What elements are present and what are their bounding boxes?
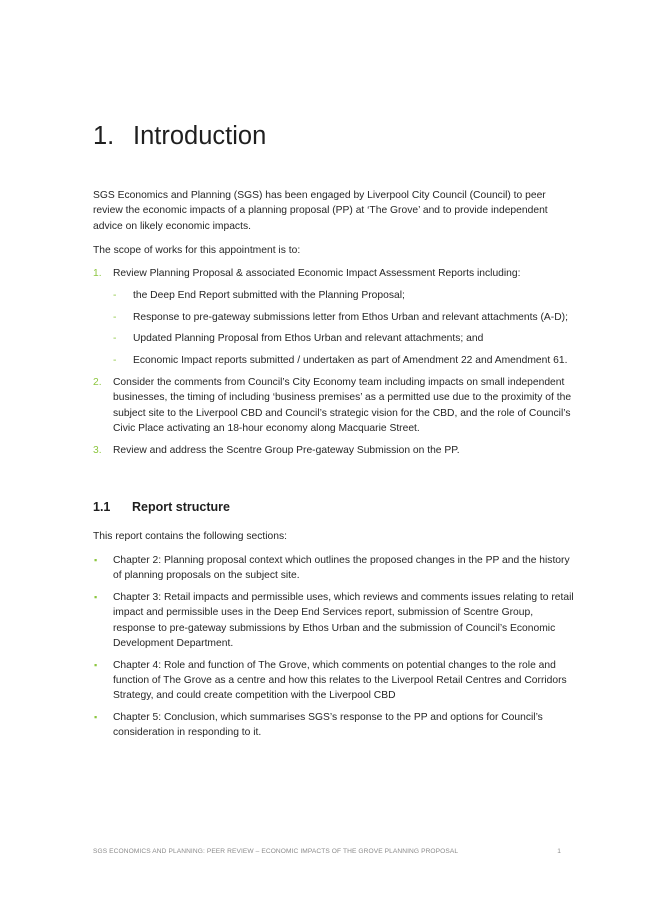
structure-list-item xyxy=(93,553,578,584)
square-bullet-icon: ▪ xyxy=(94,592,98,603)
subsection-number: 1.1 xyxy=(93,500,111,514)
list-number: 2. xyxy=(93,376,102,388)
list-item-text: Review Planning Proposal & associated Economic Impact Assessment Reports including: xyxy=(113,268,521,279)
structure-list-item xyxy=(93,658,578,704)
sublist-item-text: Response to pre-gateway submissions letter from Ethos Urban and relevant attachments (A-D); xyxy=(133,311,568,323)
scope-list-item xyxy=(93,443,578,458)
section-number: 1. xyxy=(93,122,115,150)
structure-list-item xyxy=(93,590,578,651)
structure-item-text: Chapter 2: Planning proposal context which outlines the proposed changes in the PP and the history of planning proposals on the subject site. xyxy=(113,555,570,582)
dash-marker: - xyxy=(113,289,117,301)
structure-item-text: Chapter 3: Retail impacts and permissible uses, which reviews and comments issues relating to retail impact and permissible uses in the Deep End Services report, submission of Scentre Group, response to pre-gateway submissions by Ethos Urban and the submission of Council’s Economic Development Department. xyxy=(113,592,574,649)
page-number: 1 xyxy=(557,848,561,855)
square-bullet-icon: ▪ xyxy=(94,555,98,565)
structure-list xyxy=(93,553,578,747)
dash-marker: - xyxy=(113,355,117,367)
section-heading xyxy=(93,122,266,151)
structure-item-text: Chapter 5: Conclusion, which summarises SGS’s response to the PP and options for Council’s consideration in responding to it. xyxy=(113,712,543,739)
dash-marker: - xyxy=(113,333,117,345)
intro-paragraph: SGS Economics and Planning (SGS) has been engaged by Liverpool City Council (Council) to peer review the economic impacts of a planning proposal (PP) at ‘The Grove’ and to provide independent advice on likely economic impacts. xyxy=(93,190,548,232)
subsection-title: Report structure xyxy=(132,500,230,514)
sublist-item xyxy=(113,331,578,346)
sublist-item xyxy=(113,288,578,303)
structure-item-text: Chapter 4: Role and function of The Grove, which comments on potential changes to the role and function of The Grove as a centre and how this relates to the Liverpool Retail Centres and Corridors Strategy, and could create competition with the Liverpool CBD xyxy=(113,659,567,702)
subsection-heading xyxy=(93,500,230,514)
sublist-item-text: Updated Planning Proposal from Ethos Urban and relevant attachments; and xyxy=(133,333,484,345)
scope-list-item xyxy=(93,375,578,436)
footer-text: SGS ECONOMICS AND PLANNING: PEER REVIEW – ECONOMIC IMPACTS OF THE GROVE PLANNING PROPOSAL xyxy=(93,848,459,855)
sublist-item-text: the Deep End Report submitted with the Planning Proposal; xyxy=(133,289,405,301)
list-item-text: Consider the comments from Council’s City Economy team including impacts on small independent businesses, the timing of including ‘business premises’ as a permitted use due to the proximity of the subject site to the Liverpool CBD and Council’s strategic vision for the CBD, and the role of Council’s Civic Place activating an 18-hour economy along Macquarie Street. xyxy=(113,376,572,434)
list-number: 3. xyxy=(93,444,102,456)
sublist-item-text: Economic Impact reports submitted / undertaken as part of Amendment 22 and Amendment 61. xyxy=(133,355,568,367)
structure-paragraph: This report contains the following sections: xyxy=(93,531,288,542)
section-title: Introduction xyxy=(133,122,267,150)
sublist-item xyxy=(113,353,578,368)
scope-paragraph: The scope of works for this appointment is to: xyxy=(93,245,301,256)
square-bullet-icon: ▪ xyxy=(94,712,98,723)
list-item-text: Review and address the Scentre Group Pre-gateway Submission on the PP. xyxy=(113,444,460,456)
structure-list-item xyxy=(93,710,578,741)
scope-list xyxy=(93,266,578,464)
scope-sublist xyxy=(113,288,578,369)
sublist-item xyxy=(113,310,578,325)
list-number: 1. xyxy=(93,268,102,279)
square-bullet-icon: ▪ xyxy=(94,659,98,670)
scope-list-item xyxy=(93,266,578,368)
page-footer xyxy=(93,848,561,855)
dash-marker: - xyxy=(113,311,117,323)
